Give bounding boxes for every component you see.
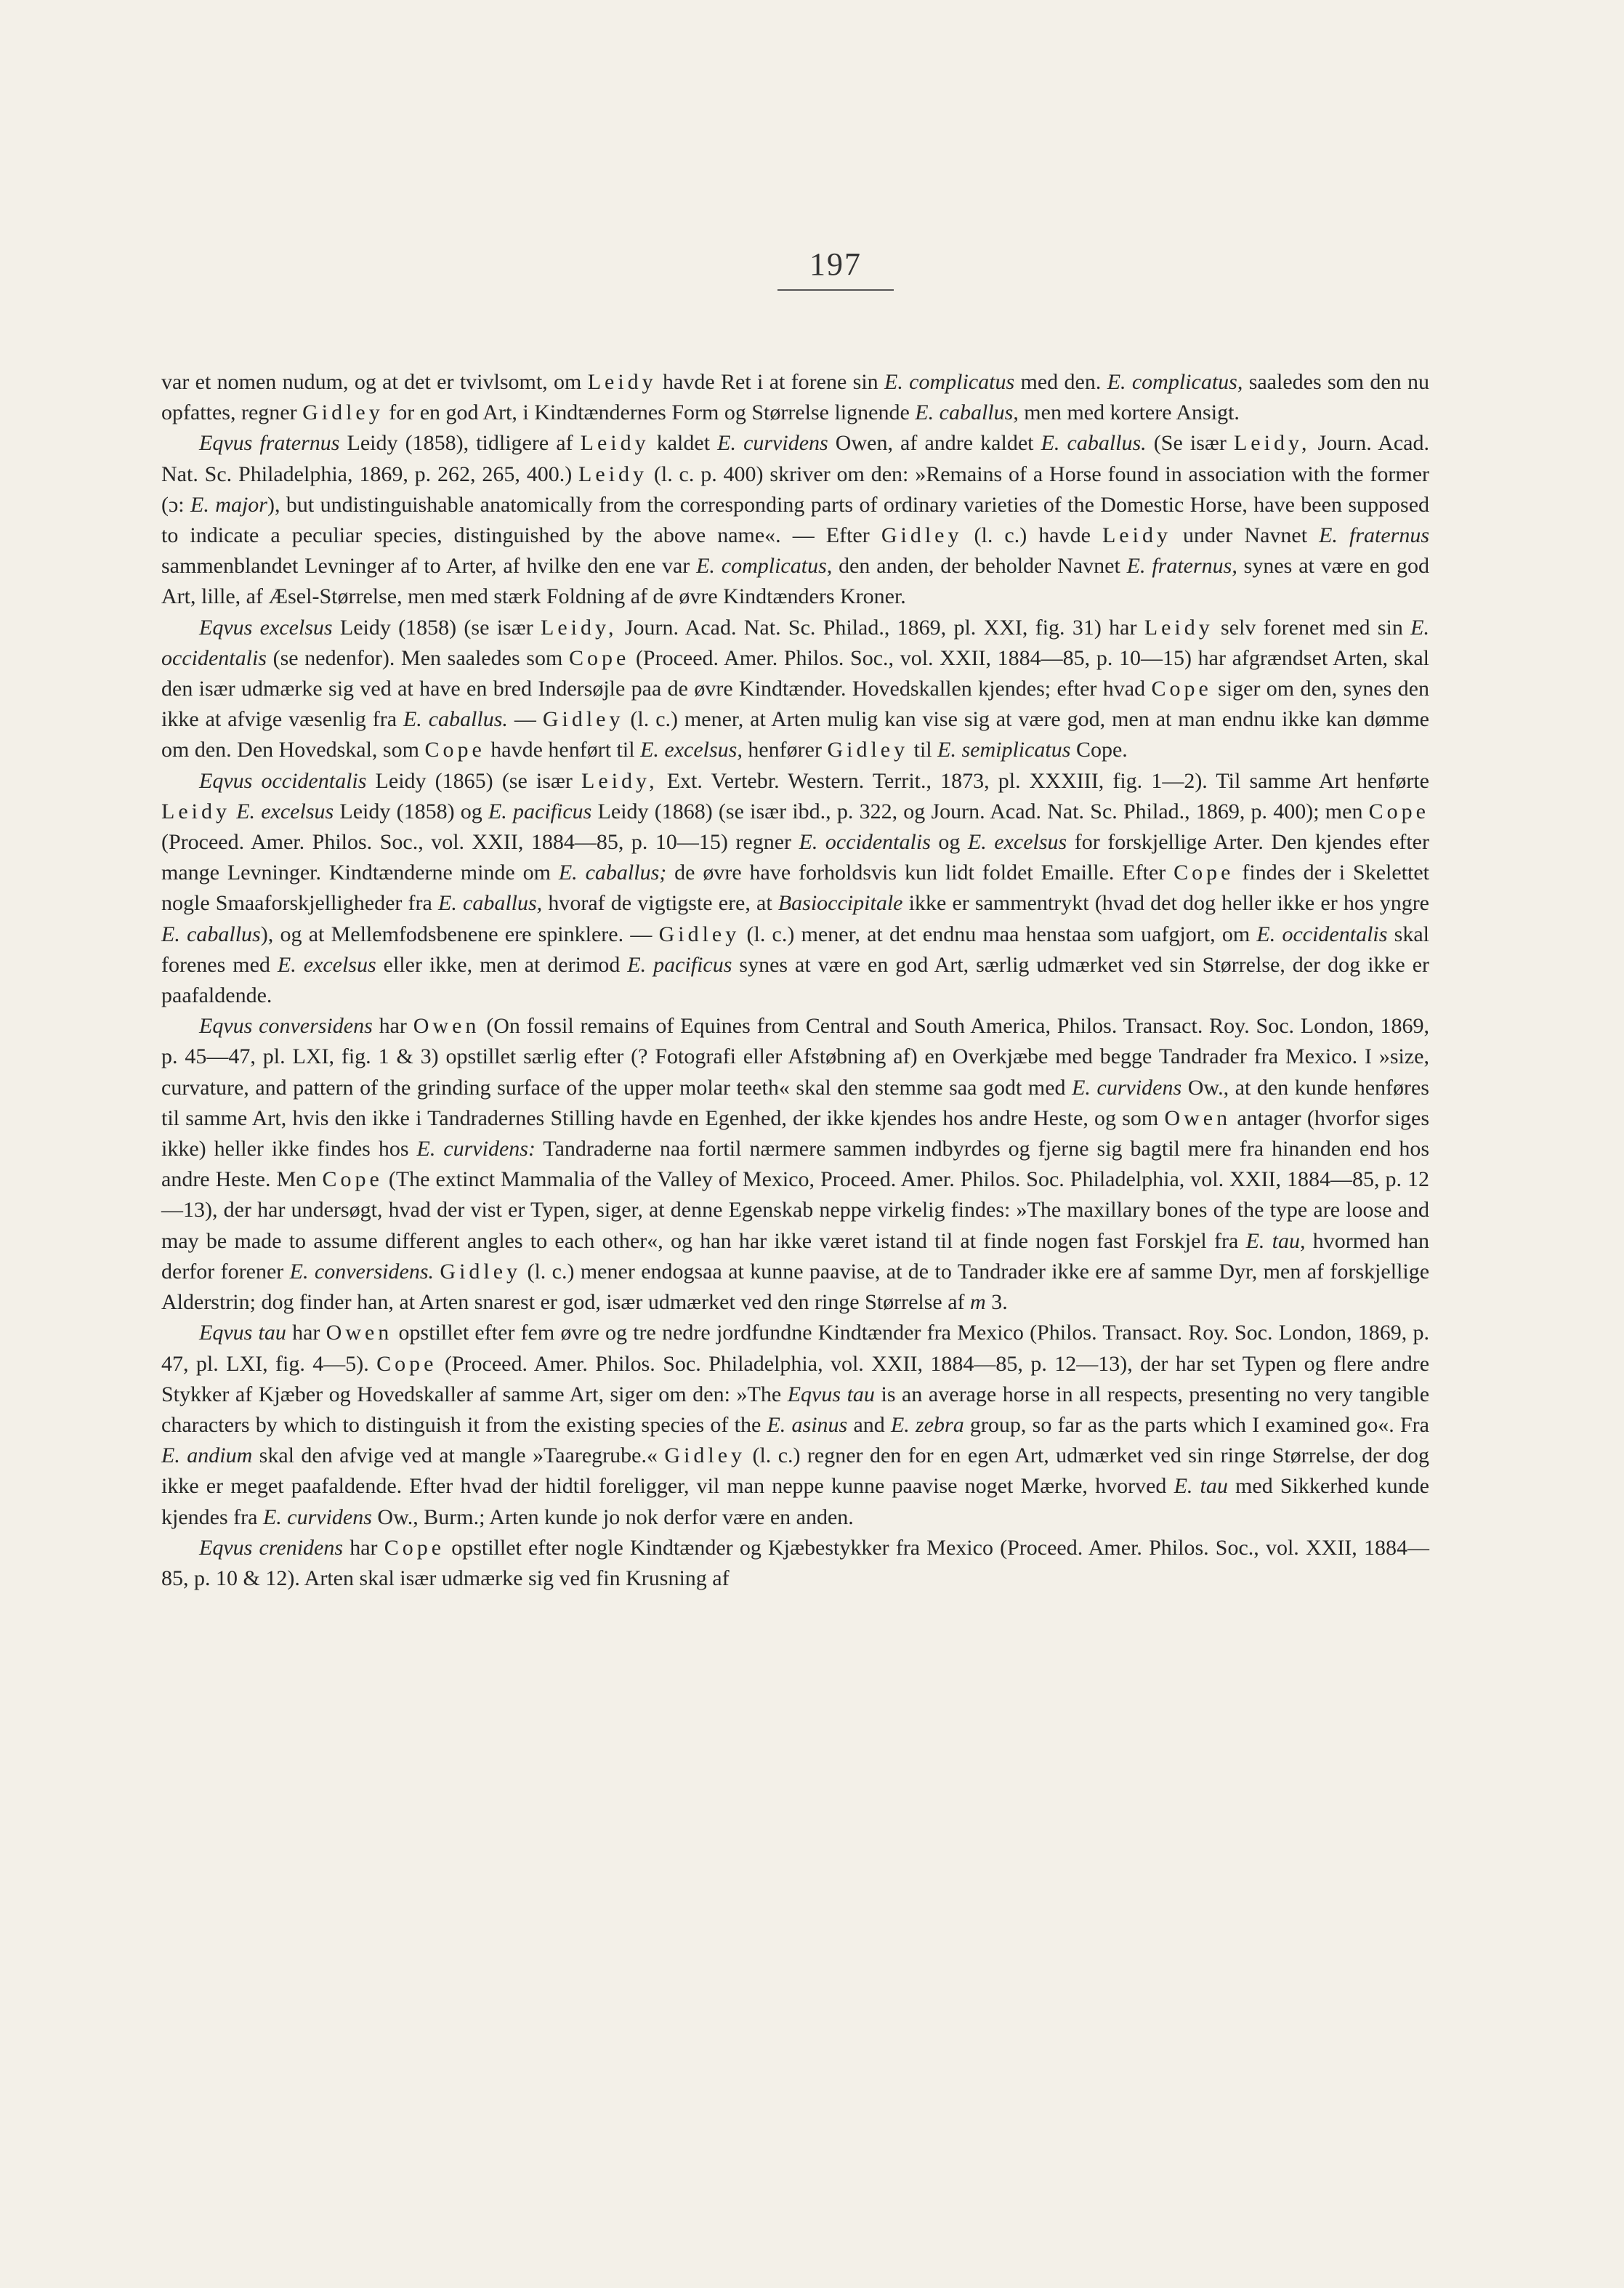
- text-run: kaldet: [649, 431, 718, 456]
- page-number-rule: [777, 289, 894, 291]
- text-run: Cope.: [1070, 738, 1128, 762]
- text-run: har: [343, 1535, 384, 1560]
- author-name: Leidy: [161, 799, 230, 823]
- author-name: Gidley: [440, 1259, 522, 1284]
- text-run: til: [908, 738, 938, 762]
- text-run: synes at være en god Art, lille, af Æsel-Størrelse, men med stærk Foldning af de øvre Kindtænders Kroner.: [161, 554, 1429, 609]
- text-run: hvoraf de vigtigste ere, at: [542, 891, 778, 916]
- author-name: Leidy,: [1233, 431, 1311, 456]
- text-run: 3.: [985, 1290, 1008, 1315]
- taxon-name: E. fraternus,: [1126, 554, 1237, 579]
- taxon-name: E. curvidens:: [416, 1137, 536, 1161]
- text-run: skal den afvige ved at mangle »Taaregrube.«: [252, 1443, 665, 1468]
- author-name: Cope: [376, 1351, 437, 1376]
- taxon-name: E. curvidens: [717, 431, 828, 456]
- author-name: Gidley: [881, 523, 963, 548]
- paragraph-eqvus-conversidens: [161, 1011, 1429, 1318]
- author-name: Leidy: [1144, 615, 1213, 640]
- taxon-name: E. pacificus: [488, 799, 592, 823]
- text-run: (The extinct Mammalia of the Valley of Mexico, Proceed. Amer. Philos. Soc. Philadelphia, vol. XXII, 1884—85, p. 12—13), der har undersøgt, hvad der vist er Typen, siger, at denne Egenskab neppe virkelig findes: »The maxillary bones of the type are loose and may be made to assume different angles to each other«, og han har ikke været istand til at finde nogen fast Forskjel fra: [161, 1167, 1430, 1253]
- taxon-name: E. complicatus,: [1107, 370, 1243, 394]
- text-run: (On fossil remains of Equines from Central and South America, Philos. Transact. Roy. Soc. London, 1869, p. 45—47, pl. LXI, fig. 1 & 3) opstillet særlig efter (? Fotografi eller Afstøbning af) en Overkjæbe med begge Tandrader fra Mexico. I »size, curvature, and pattern of the grinding surface of the upper molar teeth« skal den stemme saa godt med: [161, 1014, 1430, 1100]
- text-run: Leidy (1868) (se især ibd., p. 322, og Journ. Acad. Nat. Sc. Philad., 1869, p. 400); men: [591, 799, 1369, 823]
- text-run: Ext. Vertebr. Western. Territ., 1873, pl. XXXIII, fig. 1—2). Til samme Art henførte: [658, 768, 1429, 793]
- author-name: Cope: [1151, 677, 1212, 701]
- author-name: Leidy: [580, 431, 650, 456]
- text-run: (Proceed. Amer. Philos. Soc., vol. XXII, 1884—85, p. 10—15) regner: [161, 830, 799, 855]
- text-run: (l. c. p. 400) skriver om den: »Remains of a Horse found in association with the former (ɔ:: [161, 462, 1429, 517]
- taxon-name: E. complicatus,: [696, 554, 833, 579]
- text-run: [230, 799, 236, 823]
- text-run: men med kortere Ansigt.: [1018, 400, 1240, 425]
- text-run: (l. c.) mener, at det endnu maa henstaa som uafgjort, om: [740, 922, 1257, 946]
- text-run: for forskjellige Arter. Den kjendes efter mange Levninger. Kindtænderne minde om: [161, 830, 1429, 885]
- taxon-name: Eqvus tau: [199, 1321, 286, 1345]
- text-run: (se nedenfor). Men saaledes som: [266, 645, 569, 670]
- author-name: Cope: [424, 738, 485, 762]
- taxon-name: E. semiplicatus: [937, 738, 1071, 762]
- text-run: (Proceed. Amer. Philos. Soc. Philadelphia, vol. XXII, 1884—85, p. 12—13), der har set Typen og flere andre Stykker af Kjæber og Hovedskaller af samme Art, siger om den: »The: [161, 1351, 1430, 1406]
- taxon-name: E. curvidens: [262, 1504, 372, 1529]
- text-run: (l. c.) mener endogsaa at kunne paavise, at de to Tandrader ikke ere af samme Dyr, men af forskjellige Alderstrin; dog finder han, at Arten snarest er god, især udmærket ved den ringe Størrelse af: [161, 1259, 1430, 1315]
- taxon-name: E. tau,: [1245, 1228, 1306, 1253]
- text-run: skal forenes med: [161, 922, 1429, 977]
- taxon-name: E. occidentalis: [1256, 922, 1388, 946]
- paragraph-eqvus-occidentalis: [161, 766, 1429, 1012]
- author-name: Leidy: [587, 370, 657, 394]
- paragraph-eqvus-tau: [161, 1318, 1429, 1532]
- author-name: Cope: [384, 1535, 445, 1560]
- text-run: med Sikkerhed kunde kjendes fra: [161, 1474, 1429, 1529]
- text-run: (l. c.) havde: [962, 523, 1102, 548]
- text-run: group, so far as the parts which I examined go«. Fra: [964, 1412, 1429, 1437]
- text-run: opstillet efter nogle Kindtænder og Kjæbestykker fra Mexico (Proceed. Amer. Philos. Soc., vol. XXII, 1884—85, p. 10 & 12). Arten skal især udmærke sig ved fin Krusning af: [161, 1535, 1429, 1590]
- text-run: findes der i Skelettet nogle Smaaforskjelligheder fra: [161, 861, 1429, 916]
- text-run: synes at være en god Art, særlig udmærket ved sin Størrelse, der dog ikke er paafaldende.: [161, 952, 1430, 1008]
- taxon-name: E. caballus.: [403, 707, 508, 732]
- text-run: Ow., Burm.; Arten kunde jo nok derfor være en anden.: [371, 1504, 854, 1529]
- taxon-name: E. occidentalis: [799, 830, 931, 855]
- taxon-name: E. caballus.: [1041, 431, 1147, 456]
- text-run: siger om den, synes den ikke at afvige væsenlig fra: [161, 677, 1429, 732]
- text-run: opstillet efter fem øvre og tre nedre jordfundne Kindtænder fra Mexico (Philos. Transact. Roy. Soc. London, 1869, p. 47, pl. LXI, fig. 4—5).: [161, 1321, 1430, 1376]
- text-run: eller ikke, men at derimod: [376, 952, 628, 977]
- text-run: selv forenet med sin: [1213, 615, 1411, 640]
- taxon-name: E. tau: [1173, 1474, 1228, 1499]
- text-run: Ow., at den kunde henføres til samme Art, hvis den ikke i Tandradernes Stilling havde en Egenhed, der ikke kjendes hos andre Heste, og som: [161, 1075, 1429, 1130]
- author-name: Cope: [1368, 799, 1429, 823]
- taxon-name: E. pacificus: [627, 952, 732, 977]
- taxon-name: m: [970, 1290, 986, 1315]
- taxon-name: E. conversidens.: [289, 1259, 435, 1284]
- taxon-name: E. caballus;: [558, 861, 667, 885]
- paragraph-eqvus-fraternus: [161, 428, 1429, 612]
- author-name: Gidley: [827, 738, 909, 762]
- text-run: den anden, der beholder Navnet: [832, 554, 1127, 579]
- author-name: Leidy,: [541, 615, 618, 640]
- taxon-name: Eqvus crenidens: [199, 1535, 344, 1560]
- text-run: Tandraderne naa fortil nærmere sammen indbyrdes og fjerne sig bagtil mere fra hinanden end hos andre Heste. Men: [161, 1137, 1429, 1192]
- author-name: Owen: [1164, 1105, 1232, 1130]
- text-run: is an average horse in all respects, presenting no very tangible characters by which to distinguish it from the existing species of the: [161, 1382, 1430, 1437]
- taxon-name: E. andium: [161, 1443, 253, 1468]
- taxon-name: Eqvus conversidens: [199, 1014, 373, 1039]
- text-run: for en god Art, i Kindtændernes Form og Størrelse lignende: [383, 400, 916, 425]
- taxon-name: E. excelsus: [967, 830, 1067, 855]
- page-number: 197: [809, 246, 862, 282]
- author-name: Gidley: [664, 1443, 746, 1468]
- author-name: Gidley: [542, 707, 624, 732]
- text-run: sammenblandet Levninger af to Arter, af hvilke den ene var: [161, 554, 697, 579]
- text-run: hvormed han derfor forener: [161, 1228, 1429, 1284]
- paragraph-eqvus-crenidens: [161, 1533, 1429, 1594]
- text-run: havde henført til: [485, 738, 641, 762]
- taxon-name: E. excelsus,: [640, 738, 743, 762]
- author-name: Leidy,: [581, 768, 658, 793]
- author-name: Cope: [568, 645, 630, 670]
- text-run: ), og at Mellemfodsbenene ere spinklere. —: [260, 922, 659, 946]
- text-run: var et nomen nudum, og at det er tvivlsomt, om: [161, 370, 588, 394]
- author-name: Leidy: [578, 462, 648, 486]
- text-run: (Proceed. Amer. Philos. Soc., vol. XXII, 1884—85, p. 10—15) har afgrændset Arten, skal den især udmærke sig ved at have en bred Indersøjle paa de øvre Kindtænder. Hovedskallen kjendes; efter hvad: [161, 645, 1430, 701]
- taxon-name: Eqvus occidentalis: [199, 768, 367, 793]
- text-run: og: [930, 830, 968, 855]
- text-run: Owen, af andre kaldet: [828, 431, 1041, 456]
- taxon-name: E. asinus: [767, 1412, 848, 1437]
- text-run: antager (hvorfor siges ikke) heller ikke findes hos: [161, 1105, 1429, 1161]
- text-run: har: [286, 1321, 326, 1345]
- taxon-name: E. occidentalis: [161, 615, 1429, 670]
- author-name: Cope: [1173, 861, 1235, 885]
- taxon-name: E. caballus,: [915, 400, 1019, 425]
- text-run: —: [507, 707, 543, 732]
- paragraph-eqvus-excelsus: [161, 613, 1429, 766]
- text-run: (l. c.) mener, at Arten mulig kan vise sig at være god, men at man endnu ikke kan dømme om den. Den Hovedskal, som: [161, 707, 1429, 762]
- text-run: Leidy (1865) (se især: [366, 768, 582, 793]
- author-name: Gidley: [658, 922, 740, 946]
- text-run: under Navnet: [1171, 523, 1320, 548]
- taxon-name: E. major: [190, 492, 267, 517]
- author-name: Owen: [413, 1014, 480, 1039]
- text-run: med den.: [1014, 370, 1107, 394]
- text-run: de øvre have forholdsvis kun lidt foldet Emaille. Efter: [666, 861, 1174, 885]
- taxon-name: Basioccipitale: [777, 891, 903, 916]
- text-run: (Se især: [1146, 431, 1234, 456]
- author-name: Leidy: [1102, 523, 1171, 548]
- text-run: Leidy (1858), tidligere af: [339, 431, 581, 456]
- taxon-name: E. excelsus: [277, 952, 376, 977]
- body-text: [161, 367, 1429, 1594]
- taxon-name: E. caballus: [161, 922, 261, 946]
- taxon-name: E. caballus,: [438, 891, 543, 916]
- text-run: har: [372, 1014, 413, 1039]
- taxon-name: E. zebra: [890, 1412, 964, 1437]
- text-run: saaledes som den nu opfattes, regner: [161, 370, 1430, 425]
- text-run: havde Ret i at forene sin: [656, 370, 885, 394]
- text-run: ), but undistinguishable anatomically from the corresponding parts of ordinary varieties of the Domestic Horse, have been supposed to indicate a peculiar species, distinguished by the above name«. — Efter: [161, 492, 1430, 548]
- text-run: and: [847, 1412, 891, 1437]
- paragraph-complicatus-continuation: [161, 367, 1429, 428]
- author-name: Owen: [326, 1321, 393, 1345]
- text-run: (l. c.) regner den for en egen Art, udmærket ved sin ringe Størrelse, der dog ikke er meget paafaldende. Efter hvad der hidtil foreligger, vil man neppe kunne paavise noget Mærke, hvorved: [161, 1443, 1430, 1499]
- text-run: henfører: [742, 738, 828, 762]
- taxon-name: E. excelsus: [236, 799, 334, 823]
- taxon-name: Eqvus excelsus: [199, 615, 333, 640]
- taxon-name: E. fraternus: [1319, 523, 1430, 548]
- text-run: Journ. Acad. Nat. Sc. Philad., 1869, pl. XXI, fig. 31) har: [617, 615, 1144, 640]
- text-run: Journ. Acad. Nat. Sc. Philadelphia, 1869, p. 262, 265, 400.): [161, 431, 1430, 486]
- text-run: Leidy (1858) (se især: [332, 615, 541, 640]
- taxon-name: Eqvus tau: [787, 1382, 875, 1406]
- text-run: Leidy (1858) og: [334, 799, 488, 823]
- taxon-name: E. curvidens: [1072, 1075, 1182, 1100]
- taxon-name: Eqvus fraternus: [199, 431, 340, 456]
- text-run: ikke er sammentrykt (hvad det dog heller ikke er hos yngre: [902, 891, 1429, 916]
- author-name: Cope: [322, 1167, 383, 1192]
- author-name: Gidley: [302, 400, 384, 425]
- taxon-name: E. complicatus: [884, 370, 1015, 394]
